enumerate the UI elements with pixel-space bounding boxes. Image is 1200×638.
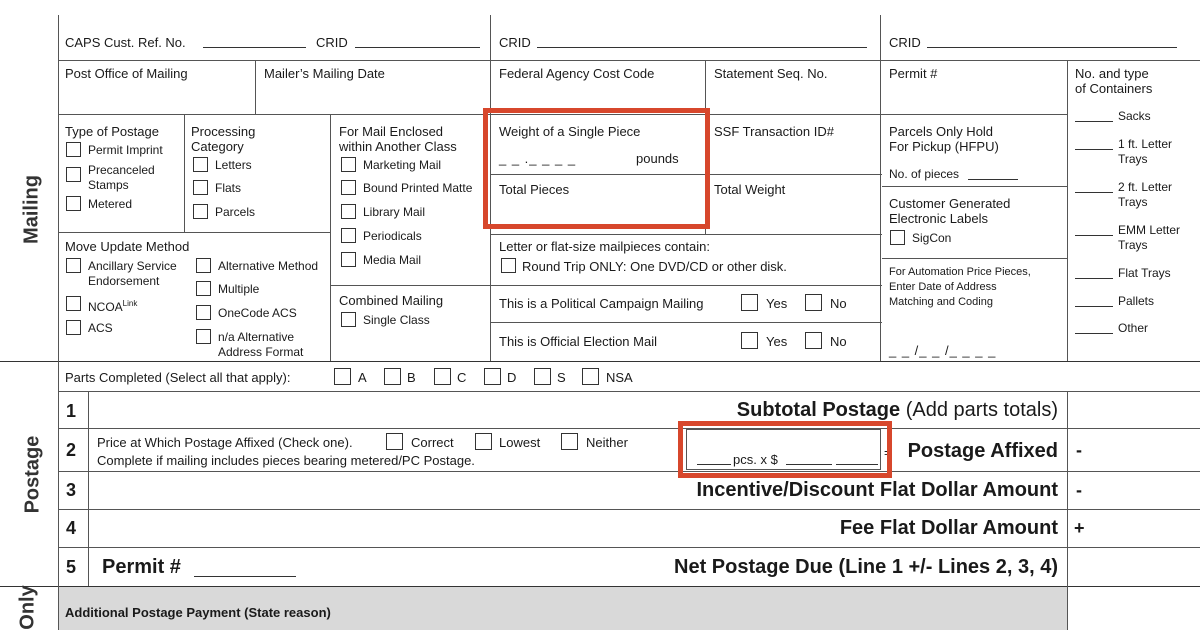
grid-line [58, 509, 1200, 510]
type-of-postage-title: Type of Postage [65, 124, 159, 139]
processing-title: Processing [191, 124, 256, 139]
total-pieces-label: Total Pieces [499, 182, 570, 197]
metered-checkbox[interactable] [66, 196, 81, 211]
grid-line [1067, 60, 1068, 361]
container-field[interactable] [1075, 333, 1113, 334]
parts-completed-label: Parts Completed (Select all that apply): [65, 370, 291, 385]
crid-field[interactable] [537, 47, 867, 48]
container-field[interactable] [1075, 235, 1113, 236]
marketing-mail-checkbox[interactable] [341, 157, 356, 172]
na-alternative-label: n/a Alternative [218, 330, 295, 344]
election-no-label: No [830, 334, 847, 349]
library-mail-checkbox[interactable] [341, 204, 356, 219]
crid-label: CRID [499, 35, 531, 50]
enclosed-title: For Mail Enclosed [339, 124, 444, 139]
election-yes-label: Yes [766, 334, 788, 349]
highlight-box [678, 421, 892, 478]
political-yes-label: Yes [766, 296, 788, 311]
subtotal-postage-row: Subtotal Postage (Add parts totals) [736, 399, 1058, 421]
precanceled-checkbox[interactable] [66, 167, 81, 182]
weight-single-field[interactable]: _ _ ._ _ _ _ [499, 151, 577, 166]
grid-line [58, 428, 1200, 429]
media-mail-label: Media Mail [363, 253, 422, 267]
part-nsa-label: NSA [606, 370, 633, 385]
metered-label: Metered [88, 197, 133, 211]
letters-label: Letters [215, 158, 252, 172]
grid-line [330, 285, 490, 286]
letters-checkbox[interactable] [193, 157, 208, 172]
correct-checkbox[interactable] [386, 433, 403, 450]
part-b-label: B [407, 370, 416, 385]
periodicals-label: Periodicals [363, 229, 422, 243]
container-label: Flat Trays [1118, 266, 1171, 280]
election-label: This is Official Election Mail [499, 334, 657, 349]
additional-payment-label: Additional Postage Payment (State reason) [65, 605, 331, 620]
grid-line [882, 114, 1067, 115]
section-label-mailing: Mailing [20, 175, 43, 244]
round-trip-checkbox[interactable] [501, 258, 516, 273]
container-label: Pallets [1118, 294, 1155, 308]
grid-line [58, 15, 59, 630]
line-number: 1 [66, 401, 77, 421]
grid-line [490, 285, 882, 286]
sign-plus: + [1074, 518, 1085, 538]
grid-line [88, 391, 89, 586]
part-b-checkbox[interactable] [384, 368, 401, 385]
part-d-label: D [507, 370, 517, 385]
alternative-method-checkbox[interactable] [196, 258, 211, 273]
automation-label: Matching and Coding [889, 296, 993, 308]
grid-line [184, 114, 185, 232]
no-of-pieces-label: No. of pieces [889, 167, 960, 181]
library-mail-label: Library Mail [363, 205, 426, 219]
grid-line [58, 547, 1200, 548]
grid-line [58, 471, 1200, 472]
enclosed-title: within Another Class [339, 139, 457, 154]
grid-line [490, 322, 882, 323]
ncoa-label: $NCOA^{Link}$ [88, 299, 138, 314]
ssf-id-label: SSF Transaction ID# [714, 124, 834, 139]
section-label-only: Only [16, 585, 39, 630]
media-mail-checkbox[interactable] [341, 252, 356, 267]
round-trip-label: Round Trip ONLY: One DVD/CD or other disk. [522, 259, 787, 274]
grid-line [58, 232, 330, 233]
container-label: Other [1118, 321, 1149, 335]
equals-label: = [884, 445, 892, 460]
crid-label: CRID [316, 35, 348, 50]
precanceled-label: Precanceled [88, 163, 155, 177]
part-d-checkbox[interactable] [484, 368, 501, 385]
grid-line [330, 114, 331, 361]
ancillary-label: Endorsement [88, 274, 160, 288]
grid-line [490, 234, 882, 235]
containers-title: of Containers [1075, 81, 1153, 96]
part-c-checkbox[interactable] [434, 368, 451, 385]
acs-checkbox[interactable] [66, 320, 81, 335]
container-label: Trays [1118, 195, 1148, 209]
letter-flat-label: Letter or flat-size mailpieces contain: [499, 239, 710, 254]
container-label: 1 ft. Letter [1118, 137, 1173, 151]
container-field[interactable] [1075, 306, 1113, 307]
hfpu-label: For Pickup (HFPU) [889, 139, 999, 154]
lowest-label: Lowest [499, 435, 541, 450]
highlight-box [483, 108, 710, 229]
part-a-label: A [358, 370, 367, 385]
election-yes-checkbox[interactable] [741, 332, 758, 349]
pounds-label: pounds [636, 151, 679, 166]
sigcon-label: SigCon [912, 231, 952, 245]
grid-line [880, 15, 881, 361]
ancillary-checkbox[interactable] [66, 258, 81, 273]
election-no-checkbox[interactable] [805, 332, 822, 349]
line-number: 2 [66, 440, 77, 460]
incentive-discount-label: Incentive/Discount Flat Dollar Amount [696, 479, 1058, 501]
part-s-label: S [557, 370, 566, 385]
parcels-checkbox[interactable] [193, 204, 208, 219]
lowest-checkbox[interactable] [475, 433, 492, 450]
na-alternative-label: Address Format [218, 345, 304, 359]
no-of-pieces-field[interactable] [968, 179, 1018, 180]
political-no-label: No [830, 296, 847, 311]
line-number: 3 [66, 480, 77, 500]
grid-line [882, 258, 1067, 259]
permit-number-label: Permit # [102, 556, 181, 578]
grid-line [882, 186, 1067, 187]
automation-label: Enter Date of Address [889, 281, 997, 293]
correct-label: Correct [411, 435, 454, 450]
mailing-date-label: Mailer’s Mailing Date [264, 66, 385, 81]
cgel-label: Electronic Labels [889, 211, 988, 226]
bound-printed-label: Bound Printed Matte [363, 181, 473, 195]
political-no-checkbox[interactable] [805, 294, 822, 311]
neither-label: Neither [586, 435, 628, 450]
part-c-label: C [457, 370, 467, 385]
multiple-checkbox[interactable] [196, 281, 211, 296]
fee-flat-label: Fee Flat Dollar Amount [839, 517, 1058, 539]
automation-date-field[interactable]: _ _ /_ _ /_ _ _ _ [889, 343, 997, 358]
container-label: EMM Letter [1118, 223, 1181, 237]
flats-label: Flats [215, 181, 242, 195]
grid-line [255, 60, 256, 114]
grid-line [58, 114, 490, 115]
move-update-title: Move Update Method [65, 239, 190, 254]
permit-number-field[interactable] [194, 576, 296, 577]
periodicals-checkbox[interactable] [341, 228, 356, 243]
container-label: 2 ft. Letter [1118, 180, 1173, 194]
permit-imprint-label: Permit Imprint [88, 143, 163, 157]
sigcon-checkbox[interactable] [890, 230, 905, 245]
single-class-label: Single Class [363, 313, 430, 327]
political-label: This is a Political Campaign Mailing [499, 296, 704, 311]
precanceled-label: Stamps [88, 178, 129, 192]
section-label-postage: Postage [21, 435, 44, 514]
neither-checkbox[interactable] [561, 433, 578, 450]
container-field[interactable] [1075, 278, 1113, 279]
net-postage-due-label: Net Postage Due (Line 1 +/- Lines 2, 3, 4) [674, 556, 1058, 578]
na-alternative-checkbox[interactable] [196, 329, 211, 344]
post-office-label: Post Office of Mailing [65, 66, 188, 81]
marketing-mail-label: Marketing Mail [363, 158, 442, 172]
line2-description: Complete if mailing includes pieces bearing metered/PC Postage. [97, 453, 475, 468]
onecode-acs-label: OneCode ACS [218, 306, 297, 320]
line-number: 5 [66, 557, 77, 577]
grid-line [1067, 391, 1068, 630]
statement-seq-label: Statement Seq. No. [714, 66, 828, 81]
grid-line [58, 60, 1200, 61]
alternative-method-label: Alternative Method [218, 259, 319, 273]
crid-label: CRID [889, 35, 921, 50]
container-label: Trays [1118, 152, 1148, 166]
container-field[interactable] [1075, 192, 1113, 193]
hfpu-label: Parcels Only Hold [889, 124, 994, 139]
container-field[interactable] [1075, 121, 1113, 122]
line2-description: Price at Which Postage Affixed (Check one). [97, 435, 353, 450]
processing-title: Category [191, 139, 244, 154]
sign-minus: - [1076, 480, 1082, 500]
crid-field[interactable] [355, 47, 480, 48]
container-field[interactable] [1075, 149, 1113, 150]
postage-affixed-label: Postage Affixed [907, 440, 1058, 462]
permit-imprint-checkbox[interactable] [66, 142, 81, 157]
ancillary-label: Ancillary Service [88, 259, 177, 273]
acs-label: ACS [88, 321, 113, 335]
permit-label: Permit # [889, 66, 938, 81]
caps-ref-label: CAPS Cust. Ref. No. [65, 35, 186, 50]
containers-title: No. and type [1075, 66, 1149, 81]
automation-label: For Automation Price Pieces, [889, 266, 1031, 278]
part-s-checkbox[interactable] [534, 368, 551, 385]
crid-field[interactable] [927, 47, 1177, 48]
caps-ref-field[interactable] [203, 47, 306, 48]
grid-line [58, 391, 1200, 392]
political-yes-checkbox[interactable] [741, 294, 758, 311]
cgel-label: Customer Generated [889, 196, 1011, 211]
agency-cost-code-label: Federal Agency Cost Code [499, 66, 655, 81]
sign-minus: - [1076, 440, 1082, 460]
total-weight-label: Total Weight [714, 182, 786, 197]
part-a-checkbox[interactable] [334, 368, 351, 385]
parcels-label: Parcels [215, 205, 256, 219]
line-number: 4 [66, 518, 77, 538]
container-label: Trays [1118, 238, 1148, 252]
bound-printed-checkbox[interactable] [341, 180, 356, 195]
container-label: Sacks [1118, 109, 1151, 123]
ncoa-checkbox[interactable] [66, 296, 81, 311]
weight-single-label: Weight of a Single Piece [499, 124, 641, 139]
multiple-label: Multiple [218, 282, 260, 296]
onecode-acs-checkbox[interactable] [196, 305, 211, 320]
part-nsa-checkbox[interactable] [582, 368, 599, 385]
flats-checkbox[interactable] [193, 180, 208, 195]
combined-mailing-title: Combined Mailing [339, 293, 444, 308]
pcs-formula-label: pcs. x $ [733, 452, 778, 467]
grid-line [0, 361, 1200, 362]
single-class-checkbox[interactable] [341, 312, 356, 327]
